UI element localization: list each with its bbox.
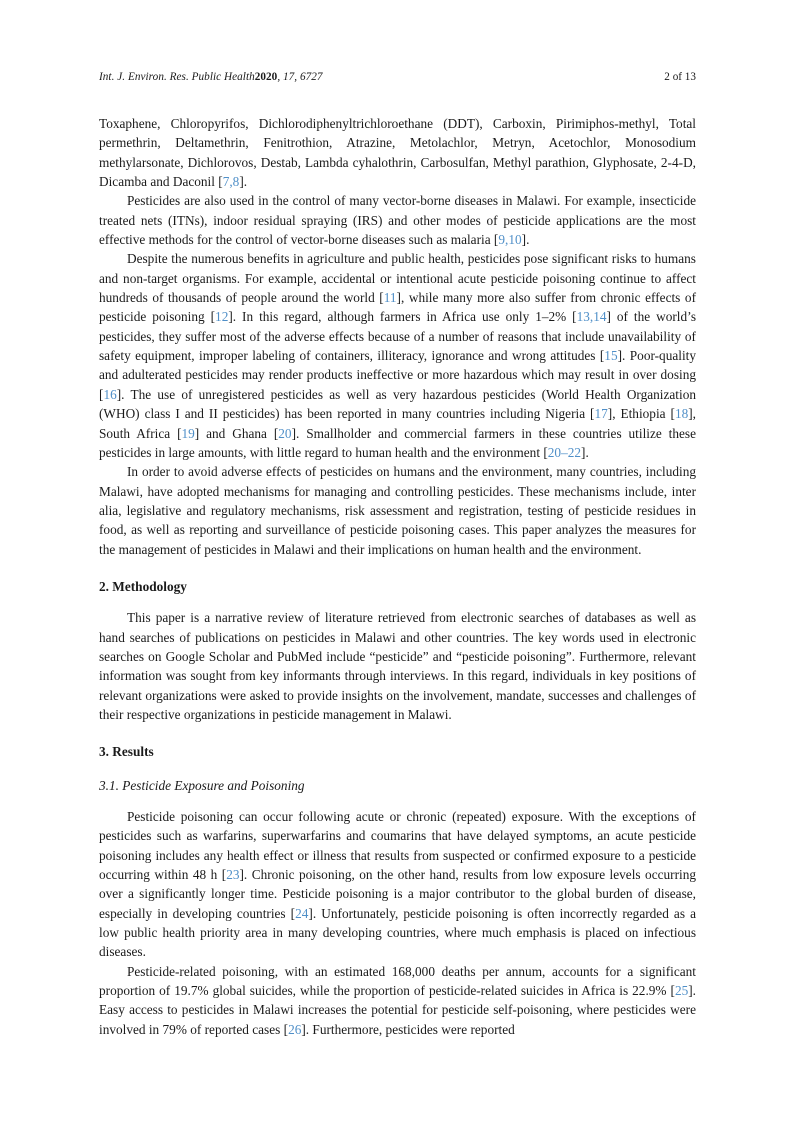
- para-text: ]. In this regard, although farmers in Africa use only 1–2% [: [228, 309, 577, 325]
- spacer: [99, 559, 696, 577]
- para-text: ], South Africa [: [99, 406, 696, 441]
- para-text: In order to avoid adverse effects of pesticides on humans and the environment, many countries, including Malawi, have adopted mechanisms for managing and controlling pesticides. These mechanisms include, inter alia, legislative and regulatory mechanisms, risk assessment and registration, testing of pesticide residues in food, as well as reporting and surveillance of pesticide poisoning cases. This paper analyzes the measures for the management of pesticides in Malawi and their implications on human health and the environment.: [99, 464, 696, 557]
- para-text: ].: [521, 232, 530, 248]
- subsection-heading-pesticide-exposure: 3.1. Pesticide Exposure and Poisoning: [99, 777, 305, 793]
- para-text: Pesticide-related poisoning, with an estimated 168,000 deaths per annum, accounts for a significant proportion of 19.7% global suicides, while the proportion of pesticide-related suicides in Africa is 22.9% [: [99, 963, 696, 999]
- paragraph-poisoning-statistics: [99, 962, 696, 1039]
- citation-link[interactable]: 23: [226, 867, 240, 883]
- para-text: ], while many more also suffer from chronic effects of pesticide poisoning [: [99, 290, 696, 325]
- paragraph-management-mechanisms: [99, 462, 696, 559]
- citation-link[interactable]: 20–22: [547, 444, 582, 460]
- page-number: 2 of 13: [664, 71, 696, 83]
- spacer: [99, 762, 696, 776]
- para-text: Pesticides are also used in the control of many vector-borne diseases in Malawi. For example, insecticide treated nets (ITNs), indoor residual spraying (IRS) and other modes of pesticide applications are the most effective methods for the control of vector-borne diseases such as malaria [: [99, 193, 696, 248]
- paragraph-pesticide-risks: [99, 249, 696, 462]
- para-text: ].: [581, 444, 589, 460]
- para-text: ]. Poor-quality and adulterated pesticides may render products ineffective or more hazardous which may result in over dosing [: [99, 348, 696, 402]
- citation-link[interactable]: 24: [295, 905, 309, 921]
- journal-title: Int. J. Environ. Res. Public Health: [99, 71, 255, 83]
- citation-link[interactable]: 25: [674, 983, 689, 999]
- journal-volume-issue: , 17, 6727: [277, 71, 323, 83]
- paragraph-poisoning-definition: [99, 807, 696, 962]
- para-text: ]. Easy access to pesticides in Malawi increases the potential for pesticide self-poisoning, where pesticides were involved in 79% of reported cases [: [99, 983, 696, 1037]
- citation-link[interactable]: 9,10: [498, 232, 522, 248]
- citation-link[interactable]: 12: [215, 309, 229, 325]
- spacer: [99, 596, 696, 608]
- journal-citation: [99, 70, 323, 84]
- paragraph-vector-borne-diseases: [99, 191, 696, 249]
- paragraph-pesticide-list: [99, 114, 696, 191]
- spacer: [99, 724, 696, 742]
- citation-link[interactable]: 18: [674, 406, 689, 422]
- paragraph-methodology: [99, 608, 696, 724]
- citation-link[interactable]: 7,8: [222, 174, 240, 190]
- para-text: ] and Ghana [: [194, 425, 279, 441]
- citation-link[interactable]: 26: [288, 1021, 302, 1037]
- citation-link[interactable]: 16: [103, 386, 117, 402]
- journal-year: 2020: [254, 71, 278, 83]
- citation-link[interactable]: 15: [604, 348, 618, 364]
- page-header: [99, 70, 696, 84]
- para-text: ]. Chronic poisoning, on the other hand, results from low exposure levels occurring over a significantly longer time. Pesticide poisoning is a major contributor to the global burden of disease, especially in developing countries [: [99, 867, 696, 921]
- citation-link[interactable]: 11: [383, 290, 397, 306]
- citation-link[interactable]: 17: [594, 406, 608, 422]
- citation-link[interactable]: 20: [278, 425, 292, 441]
- para-text: ]. Furthermore, pesticides were reported: [301, 1021, 515, 1037]
- spacer: [99, 795, 696, 807]
- para-text: Despite the numerous benefits in agriculture and public health, pesticides pose significant risks to humans and non-target organisms. For example, accidental or intentional acute pesticide poisoning continue to affect hundreds of thousands of people around the world [: [99, 251, 696, 306]
- document-body: [99, 114, 696, 1039]
- section-heading-methodology: 2. Methodology: [99, 578, 187, 594]
- para-text: ]. Unfortunately, pesticide poisoning is often incorrectly regarded as a low public health priority area in many developing countries, where much emphasis is placed on infectious diseases.: [99, 905, 696, 960]
- para-text: ] of the world’s pesticides, they suffer most of the adverse effects because of a number of reasons that include unavailability of safety equipment, improper labeling of containers, illiteracy, ignorance and wrong attitudes [: [99, 309, 696, 364]
- section-heading-results: 3. Results: [99, 744, 154, 760]
- para-text: ]. The use of unregistered pesticides as well as very hazardous pesticides (World Health Organization (WHO) class I and II pesticides) has been reported in many countries including Nigeria [: [99, 386, 696, 422]
- para-text: ]. Smallholder and commercial farmers in these countries utilize these pesticides in large amounts, with little regard to human health and the environment [: [99, 425, 696, 460]
- para-text: ].: [239, 174, 248, 190]
- citation-link[interactable]: 13,14: [576, 309, 607, 325]
- para-text: ], Ethiopia [: [607, 406, 675, 422]
- para-text: This paper is a narrative review of literature retrieved from electronic searches of databases as well as hand searches of publications on pesticides in Malawi and other countries. The key words used in electronic searches on Google Scholar and PubMed include “pesticide” and “pesticide poisoning”. Furthermore, relevant information was sought from key informants through interviews. In this regard, individuals in key positions of relevant organizations were asked to provide insights on the involvement, mandate, successes and challenges of their respective organizations in pesticide management in Malawi.: [99, 610, 696, 722]
- citation-link[interactable]: 19: [181, 425, 195, 441]
- para-text: Toxaphene, Chloropyrifos, Dichlorodiphenyltrichloroethane (DDT), Carboxin, Pirimiphos-methyl, Total permethrin, Deltamethrin, Fenitrothion, Atrazine, Metolachlor, Metryn, Acetochlor, Monosodium methylarsonate, Dichlorovos, Destab, Lambda cyhalothrin, Carbosulfan, Methyl parathion, Glyphosate, 2-4-D, Dicamba and Daconil [: [99, 116, 696, 190]
- para-text: Pesticide poisoning can occur following acute or chronic (repeated) exposure. With the exceptions of pesticides such as warfarins, superwarfarins and coumarins that have delayed symptoms, an acute pesticide poisoning includes any health effect or illness that results from suspected or confirmed exposure to a pesticide occurring within 48 h [: [99, 809, 696, 883]
